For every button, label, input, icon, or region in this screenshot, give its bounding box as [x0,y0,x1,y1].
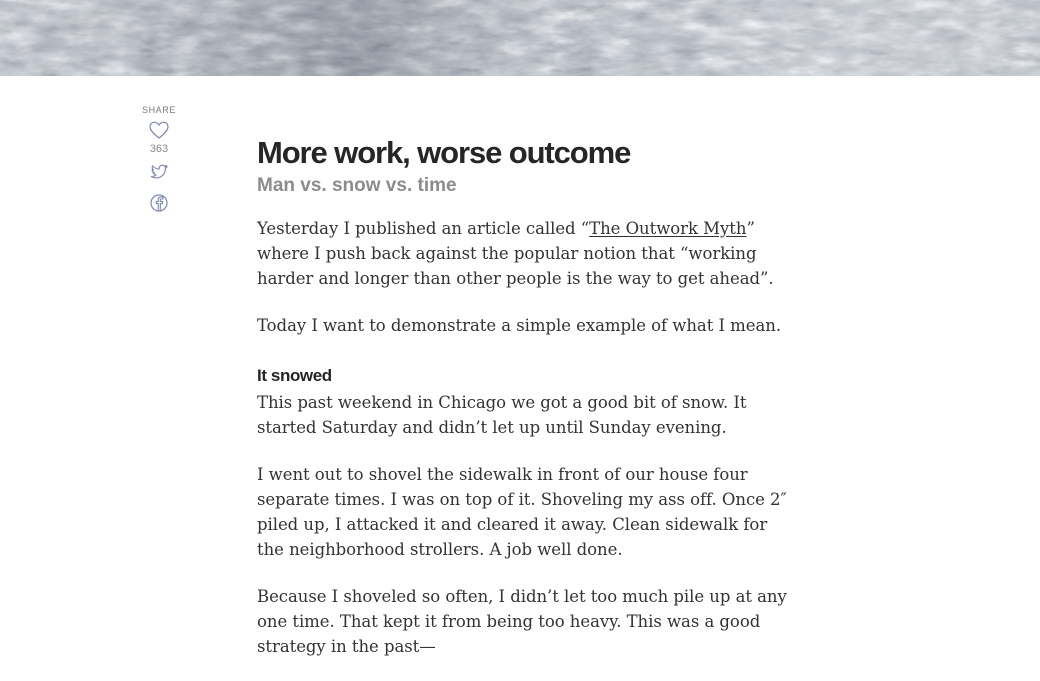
like-count: 363 [149,143,169,155]
paragraph-intro-lead: Yesterday I published an article called “ [257,219,590,238]
share-rail [134,105,184,214]
paragraph-strategy: Because I shoveled so often, I didn’t let too much pile up at any one time. That kept it from being too heavy. This was a good strategy in the past— [257,587,787,656]
hero-image-snow [0,0,1040,76]
paragraph-demonstrate: Today I want to demonstrate a simple example of what I mean. [257,316,782,335]
facebook-icon[interactable] [148,192,170,214]
share-label: SHARE [141,105,176,115]
article-body [257,133,797,681]
article-title: More work, worse outcome [257,135,631,170]
section-heading-it-snowed: It snowed [257,366,332,385]
paragraph-intro [257,216,797,291]
outwork-myth-link[interactable]: The Outwork Myth [589,219,747,238]
paragraph-shoveling: I went out to shovel the sidewalk in front of our house four separate times. I was on top of it. Shoveling my ass off. Once 2″ piled up, I attacked it and cleared it away. Clean sidewalk for the neighborhood strollers. A job well done. [257,465,787,559]
paragraph-chicago-snow: This past weekend in Chicago we got a good bit of snow. It started Saturday and didn’t let up until Sunday evening. [257,393,747,437]
paragraph-intro-rest: ” where I push back against the popular notion that “working harder and longer than other people is the way to get ahead”. [257,219,774,288]
article-subtitle: Man vs. snow vs. time [257,175,457,196]
twitter-icon[interactable] [148,161,170,183]
heart-icon[interactable] [148,119,170,141]
